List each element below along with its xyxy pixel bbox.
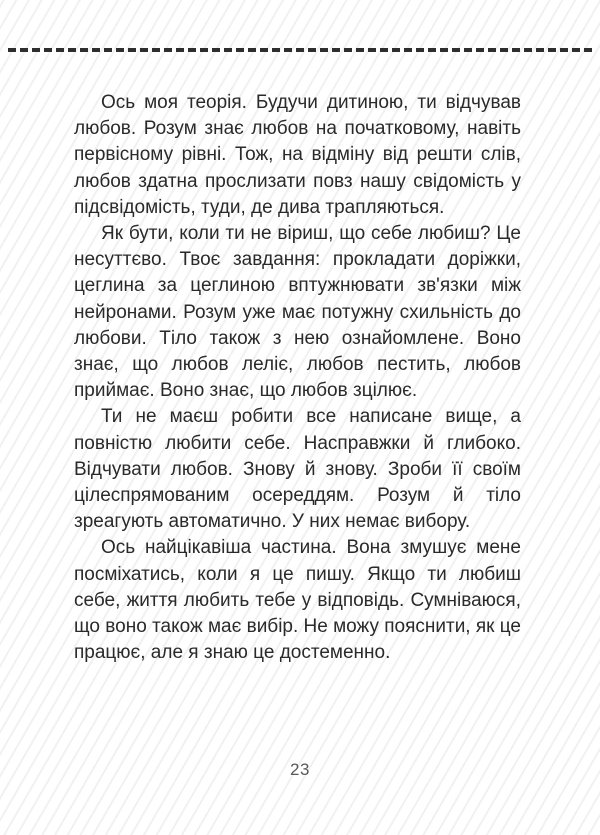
paragraph: Ти не маєш робити все написане вище, а повністю любити себе. Насправжки й глибоко. Відчувати любов. Знову й знову. Зроби її своїм цілеспрямованим осереддям. Розум й тіло зреагують автоматично. У них немає вибору. — [74, 406, 521, 533]
paragraph: Ось моя теорія. Будучи дитиною, ти відчував любов. Розум знає любов на початковому, навіть первісному рівні. Тож, на відміну від решти слів, любов здатна прослизати повз нашу свідомість у підсвідомість, туди, де дива трапляються. — [74, 92, 521, 218]
paragraph: Як бути, коли ти не віриш, що себе любиш? Це несуттєво. Твоє завдання: прокладати доріжки, цеглина за цеглиною вптужнювати зв'язки між нейронами. Розум уже має потужну схильність до любови. Тіло також з нею ознайомлене. Воно знає, що любов леліє, любов пестить, любов приймає. Воно знає, що любов зцілює. — [74, 223, 521, 402]
paragraph: Ось найцікавіша частина. Вона змушує мене посміхатись, коли я це пишу. Якщо ти любиш себе, життя любить тебе у відповідь. Сумніваюся, що воно також має вибір. Не можу пояснити, як це працює, але я знаю це достеменно. — [74, 537, 521, 664]
dashed-divider — [8, 48, 592, 52]
body-text — [74, 90, 521, 666]
page-number: 23 — [290, 760, 310, 779]
